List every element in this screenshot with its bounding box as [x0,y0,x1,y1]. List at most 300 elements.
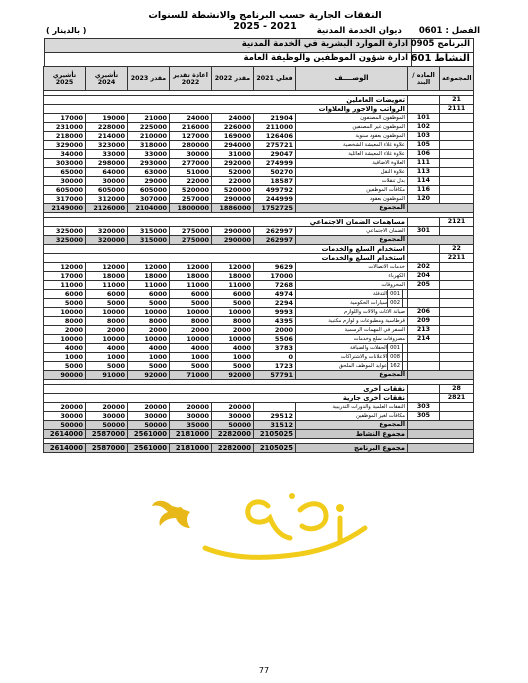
group-empty [440,114,474,123]
item-description-cell [296,195,408,204]
subcode: 162 [387,362,403,370]
item-code: 305 [408,412,440,421]
group-title-cell [44,245,408,254]
amount-cell: 290000 [212,195,254,204]
item-description-cell [296,412,408,421]
amount-cell: 20000 [86,403,128,412]
item-description: الكهرباء [388,273,405,279]
amount-cell: 4000 [86,344,128,353]
item-description: الاعلانات والاشتراكات [340,354,388,360]
amount-cell: 6000 [44,290,86,299]
chapter-header [317,26,480,36]
amount-cell: 277000 [170,159,212,168]
amount-cell: 2561000 [128,444,170,453]
group-empty [440,290,474,299]
line-item-row [44,403,474,412]
amount-cell: 17000 [44,114,86,123]
item-code: 214 [408,335,440,344]
amount-cell: 5000 [86,299,128,308]
amount-cell: 11000 [44,281,86,290]
total-row [44,430,474,439]
amount-cell: 12000 [44,263,86,272]
amount-cell: 6000 [212,290,254,299]
amount-cell: 21000 [128,114,170,123]
total-label: المجموع [296,204,408,213]
amount-cell: 8000 [44,317,86,326]
amount-cell: 2000 [44,326,86,335]
activity-name: ادارة شؤون الموظفين والوظيفة العامة [243,53,408,63]
amount-cell: 2105025 [254,444,296,453]
chapter-code: الفصل : 0601 [418,26,480,36]
col-group: المجموعة [440,67,474,91]
group-title: نفقات أخرى جارية [342,394,405,402]
amount-cell: 0 [254,353,296,362]
group-empty [440,326,474,335]
amount-cell: 274999 [254,159,296,168]
amount-cell: 10000 [170,308,212,317]
group-empty [440,195,474,204]
col-2022: مقدر 2022 [212,67,254,91]
item-description: مكافآت لغير الموظفين [356,413,405,419]
group-title: استخدام السلع والخدمات [321,254,405,262]
item-empty [408,254,440,263]
item-code: 105 [408,141,440,150]
item-description-cell [296,123,408,132]
amount-cell: 2561000 [128,430,170,439]
amount-cell: 320000 [86,227,128,236]
item-description: علاوة غلاء المعيشة العائلية [348,151,405,157]
amount-cell: 50000 [128,421,170,430]
group-title: الرواتب والاجور والعلاوات [318,105,405,113]
item-description-cell [296,353,408,362]
group-title: تعويضات العاملين [346,96,405,104]
item-code: 204 [408,272,440,281]
item-empty [408,394,440,403]
amount-cell: 11000 [212,281,254,290]
item-description: مكافآت الموظفين [366,187,405,193]
amount-cell: 30000 [86,412,128,421]
subcode: 008 [387,353,403,361]
group-empty [440,141,474,150]
item-code: 101 [408,114,440,123]
amount-cell: 605000 [44,186,86,195]
amount-cell: 216000 [170,123,212,132]
item-description-cell [296,272,408,281]
amount-cell: 1000 [86,353,128,362]
item-code [408,344,440,353]
item-description: علاوة النقل [380,169,405,175]
amount-cell: 10000 [128,335,170,344]
group-empty [440,159,474,168]
amount-cell: 5000 [170,362,212,371]
amount-cell: 4000 [170,344,212,353]
amount-cell: 1000 [128,353,170,362]
amount-cell: 228000 [86,123,128,132]
item-description: سيارات الحكومية [350,300,388,306]
group-empty [440,168,474,177]
amount-cell: 6000 [128,290,170,299]
amount-cell: 20000 [212,403,254,412]
amount-cell: 5000 [128,362,170,371]
group-row [44,385,474,394]
amount-cell: 5000 [44,299,86,308]
amount-cell: 169000 [212,132,254,141]
amount-cell: 8000 [128,317,170,326]
amount-cell: 21904 [254,114,296,123]
line-item-row [44,344,474,353]
amount-cell: 50000 [212,421,254,430]
amount-cell: 57791 [254,371,296,380]
amount-cell: 226000 [212,123,254,132]
amount-cell: 2000 [170,326,212,335]
group-row [44,96,474,105]
item-code: 205 [408,281,440,290]
amount-cell: 12000 [128,263,170,272]
item-empty [408,96,440,105]
amount-cell: 71000 [170,371,212,380]
col-2024: تأشيري 2024 [86,67,128,91]
group-empty [440,412,474,421]
amount-cell: 325000 [44,236,86,245]
item-code: 303 [408,403,440,412]
item-description-cell [296,227,408,236]
amount-cell: 50000 [86,421,128,430]
item-description-cell [296,141,408,150]
amount-cell: 50000 [44,421,86,430]
line-item-row [44,362,474,371]
currency-note: ( بالدينار ) [46,26,87,35]
item-description-cell [296,317,408,326]
amount-cell: 12000 [212,263,254,272]
amount-cell: 244999 [254,195,296,204]
amount-cell: 4000 [128,344,170,353]
amount-cell: 298000 [86,159,128,168]
total-label: المجموع [296,371,408,380]
amount-cell: 303000 [44,159,86,168]
amount-cell: 8000 [86,317,128,326]
line-item-row [44,308,474,317]
total-label: المجموع [296,421,408,430]
amount-cell: 605000 [128,186,170,195]
amount-cell: 275721 [254,141,296,150]
amount-cell: 4000 [212,344,254,353]
amount-cell: 20000 [44,403,86,412]
amount-cell: 29000 [128,177,170,186]
item-description: النفقات العلمية والدورات التدريبية [332,404,405,410]
item-code: 111 [408,159,440,168]
amount-cell: 293000 [128,159,170,168]
amount-cell: 24000 [170,114,212,123]
item-empty [408,385,440,394]
total-label: مجموع البرنامج [296,444,408,453]
amount-cell: 290000 [212,236,254,245]
amount-cell: 24000 [212,114,254,123]
amount-cell: 329000 [44,141,86,150]
amount-cell: 312000 [86,195,128,204]
amount-cell: 520000 [212,186,254,195]
group-empty [440,132,474,141]
amount-cell: 5000 [44,362,86,371]
amount-cell: 6000 [86,290,128,299]
amount-cell: 92000 [212,371,254,380]
total-label: المجموع [296,236,408,245]
amount-cell: 231000 [44,123,86,132]
subtotal-row [44,204,474,213]
amount-cell: 20000 [128,403,170,412]
group-row [44,394,474,403]
page-title: النفقات الجارية حسب البرنامج والانشطة للسنوات 2021 - 2025 [148,10,382,32]
group-code: 2121 [440,218,474,227]
group-empty [440,123,474,132]
amount-cell: 29512 [254,412,296,421]
amount-cell: 17000 [44,272,86,281]
amount-cell: 8000 [170,317,212,326]
amount-cell: 1886000 [212,204,254,213]
line-item-row [44,299,474,308]
amount-cell: 211000 [254,123,296,132]
group-title-cell [44,254,408,263]
amount-cell: 292000 [212,159,254,168]
amount-cell: 90000 [44,371,86,380]
amount-cell: 320000 [86,236,128,245]
amount-cell [254,403,296,412]
group-empty [440,353,474,362]
item-description: الضمان الاجتماعي [366,228,405,234]
amount-cell: 1000 [212,353,254,362]
item-code: 120 [408,195,440,204]
col-item: الماده / البند [408,67,440,91]
amount-cell: 30000 [44,412,86,421]
amount-cell: 5000 [212,362,254,371]
amount-cell: 18587 [254,177,296,186]
group-empty [440,227,474,236]
item-code: 202 [408,263,440,272]
amount-cell: 1000 [44,353,86,362]
group-code: 28 [440,385,474,394]
group-empty [440,150,474,159]
item-description: الموظفون المصنفون [360,115,405,121]
amount-cell: 91000 [86,371,128,380]
item-description-cell [296,344,408,353]
item-description: العلاوة الاضافية [372,160,405,166]
total-empty [408,430,474,439]
item-code: 102 [408,123,440,132]
item-description: المحروقات [381,282,405,288]
amount-cell: 30000 [170,150,212,159]
total-empty [408,444,474,453]
amount-cell: 33000 [128,150,170,159]
amount-cell: 1752725 [254,204,296,213]
item-description: خدمات الاتصالات [368,264,405,270]
item-code: 209 [408,317,440,326]
ammon-logo [150,488,380,573]
item-description-cell [296,281,408,290]
amount-cell: 65000 [44,168,86,177]
group-empty [440,403,474,412]
item-description: السفر في المهمات الرسمية [344,327,405,333]
total-row [44,444,474,453]
group-empty [440,186,474,195]
group-empty [440,308,474,317]
group-row [44,245,474,254]
amount-cell: 22000 [212,177,254,186]
amount-cell: 10000 [86,308,128,317]
line-item-row [44,177,474,186]
subtotal-row [44,421,474,430]
item-description-cell [296,114,408,123]
item-description: الموظفون بعقود سنوية [355,133,405,139]
group-empty [440,299,474,308]
amount-cell: 63000 [128,168,170,177]
amount-cell: 5000 [86,362,128,371]
amount-cell: 4974 [254,290,296,299]
program-code: البرنامج 0905 [411,39,473,52]
total-empty [408,421,474,430]
program-name: ادارة الموارد البشرية في الخدمة المدنية [45,39,411,52]
amount-cell: 30000 [128,412,170,421]
item-description-cell [296,326,408,335]
amount-cell: 30000 [86,177,128,186]
table-body [44,67,474,453]
item-description-cell [296,362,408,371]
item-description-cell [296,168,408,177]
amount-cell: 50270 [254,168,296,177]
item-description-cell [296,177,408,186]
item-description-cell [296,299,408,308]
table-header-row [44,67,474,91]
item-code: 206 [408,308,440,317]
amount-cell: 1723 [254,362,296,371]
amount-cell: 52000 [212,168,254,177]
amount-cell: 126406 [254,132,296,141]
total-empty [408,236,474,245]
amount-cell: 325000 [44,227,86,236]
subcode: 002 [387,299,403,307]
activity-prefix: النشاط [434,53,470,64]
amount-cell: 11000 [170,281,212,290]
amount-cell: 2294 [254,299,296,308]
group-title-cell [44,218,408,227]
line-item-row [44,168,474,177]
amount-cell: 262997 [254,227,296,236]
page-number: 77 [258,666,270,675]
group-empty [440,281,474,290]
item-code: 213 [408,326,440,335]
subcode: 001 [387,290,403,298]
line-item-row [44,281,474,290]
item-code: 116 [408,186,440,195]
line-item-row [44,272,474,281]
amount-cell: 307000 [128,195,170,204]
subcode: 001 [387,344,403,352]
amount-cell: 275000 [170,236,212,245]
amount-cell: 5506 [254,335,296,344]
item-code: 301 [408,227,440,236]
item-code [408,362,440,371]
amount-cell: 2614000 [44,444,86,453]
group-title-cell [44,105,408,114]
amount-cell: 290000 [212,227,254,236]
amount-cell: 257000 [170,195,212,204]
line-item-row [44,412,474,421]
amount-cell: 2105025 [254,430,296,439]
line-item-row [44,132,474,141]
item-description-cell [296,263,408,272]
amount-cell: 31512 [254,421,296,430]
item-description: التدفئة [372,291,388,297]
amount-cell: 11000 [128,281,170,290]
amount-cell: 210000 [128,132,170,141]
line-item-row [44,326,474,335]
item-description: الحفلات والضيافة [350,345,388,351]
amount-cell: 12000 [170,263,212,272]
amount-cell: 4395 [254,317,296,326]
item-description-cell [296,186,408,195]
amount-cell: 20000 [170,403,212,412]
item-description: قرطاسية ومطبوعات و لوازم مكتبية [328,318,405,324]
item-description-cell [296,308,408,317]
amount-cell: 499792 [254,186,296,195]
activity-number: 601 [410,53,432,64]
line-item-row [44,123,474,132]
amount-cell: 10000 [212,335,254,344]
amount-cell: 2282000 [212,444,254,453]
amount-cell: 17000 [254,272,296,281]
expenditure-table [43,66,474,453]
amount-cell: 280000 [170,141,212,150]
amount-cell: 10000 [212,308,254,317]
item-code [408,290,440,299]
item-empty [408,105,440,114]
group-code: 2821 [440,394,474,403]
amount-cell: 10000 [128,308,170,317]
amount-cell: 214000 [86,132,128,141]
amount-cell: 31000 [212,150,254,159]
amount-cell: 64000 [86,168,128,177]
amount-cell: 18000 [128,272,170,281]
total-empty [408,204,474,213]
group-title: مساهمات الضمان الاجتماعي [309,218,405,226]
item-description: صيانة الاثاث والالات واللوازم [344,309,405,315]
amount-cell: 11000 [86,281,128,290]
amount-cell: 18000 [86,272,128,281]
amount-cell: 9629 [254,263,296,272]
group-title: نفقات أخرى [363,385,405,393]
amount-cell: 9993 [254,308,296,317]
bird-emblem [152,501,190,528]
amount-cell: 6000 [170,290,212,299]
item-code [408,299,440,308]
line-item-row [44,353,474,362]
amount-cell: 5000 [128,299,170,308]
item-description: الموظفون غير المصنفين [352,124,405,130]
line-item-row [44,141,474,150]
amount-cell: 10000 [44,335,86,344]
item-description: علاوة غلاء المعيشة الشخصية [343,142,405,148]
item-empty [408,245,440,254]
amount-cell: 127000 [170,132,212,141]
amount-cell: 2126000 [86,204,128,213]
amount-cell: 51000 [170,168,212,177]
program-bar [44,38,474,52]
line-item-row [44,150,474,159]
amount-cell: 10000 [170,335,212,344]
group-code: 21 [440,96,474,105]
item-empty [408,218,440,227]
activity-code [411,53,473,66]
item-code: 106 [408,150,440,159]
item-description-cell [296,403,408,412]
